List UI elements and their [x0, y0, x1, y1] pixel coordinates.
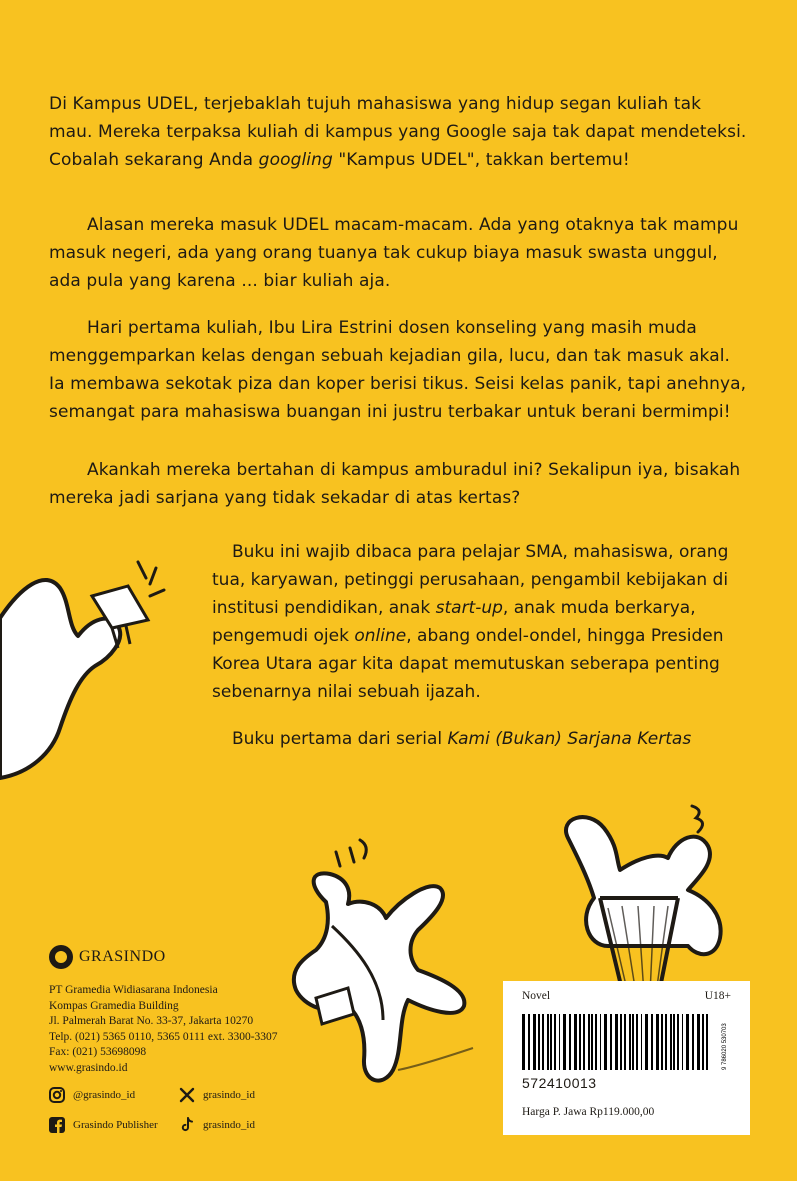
publisher-building: Kompas Gramedia Building	[49, 999, 179, 1012]
barcode-bar	[624, 1014, 626, 1070]
waving-figure-illustration	[0, 548, 180, 788]
isbn-side-text: 9 786020 530703	[722, 1023, 728, 1070]
facebook-link[interactable]	[49, 1117, 158, 1133]
instagram-link[interactable]	[49, 1087, 135, 1103]
barcode-bar	[706, 1014, 708, 1070]
barcode-bar	[542, 1014, 544, 1070]
blurb-paragraph-4-wrap	[49, 456, 749, 512]
back-cover-blurb	[49, 90, 749, 174]
series-line: Buku pertama dari serial Kami (Bukan) Sarjana Kertas	[232, 729, 692, 749]
price-label: Harga P. Jawa Rp119.000,00	[522, 1106, 655, 1118]
barcode-bar	[538, 1014, 540, 1070]
barcode-bar	[550, 1014, 552, 1070]
barcode-bar	[702, 1014, 704, 1070]
barcode-bar	[651, 1014, 653, 1070]
tiktok-link[interactable]	[179, 1117, 255, 1133]
age-rating: U18+	[704, 990, 731, 1002]
barcode-bar	[528, 1014, 530, 1070]
publisher-info	[49, 945, 278, 1076]
barcode-bar	[615, 1014, 618, 1070]
barcode-bar	[673, 1014, 675, 1070]
barcode-bar	[522, 1014, 525, 1070]
blurb-paragraph-4: Akankah mereka bertahan di kampus amburadul ini? Sekalipun iya, bisakah mereka jadi sarjana yang tidak sekadar di atas kertas?	[49, 460, 741, 508]
book-category: Novel	[522, 990, 551, 1002]
barcode-bar	[547, 1014, 549, 1070]
barcode-bar	[692, 1014, 694, 1070]
tiktok-handle: grasindo_id	[203, 1119, 255, 1131]
barcode-bar	[697, 1014, 700, 1070]
barcode-bar	[632, 1014, 634, 1070]
grasindo-logo-icon	[49, 945, 73, 969]
barcode-bar	[682, 1014, 683, 1070]
barcode-bar	[563, 1014, 566, 1070]
barcode-bar	[574, 1014, 577, 1070]
blurb-paragraph-1: Di Kampus UDEL, terjebaklah tujuh mahasiswa yang hidup segan kuliah tak mau. Mereka terpaksa kuliah di kampus yang Google saja tak dapat mendeteksi. Cobalah sekarang Anda googling "Kampus UDEL", takkan bertemu!	[49, 94, 747, 170]
publisher-phone: Telp. (021) 5365 0110, 5365 0111 ext. 3300-3307	[49, 1030, 278, 1043]
publisher-address	[49, 983, 278, 1076]
facebook-handle: Grasindo Publisher	[73, 1119, 158, 1131]
tiktok-icon	[179, 1117, 195, 1133]
barcode-bars	[522, 1014, 708, 1070]
barcode-bar	[533, 1014, 536, 1070]
barcode-bar	[670, 1014, 672, 1070]
barcode-bar	[677, 1014, 679, 1070]
barcode-bar	[583, 1014, 585, 1070]
barcode-panel	[503, 981, 750, 1135]
barcode-bar	[559, 1014, 560, 1070]
walking-figure-illustration	[268, 830, 488, 1090]
barcode-bar	[610, 1014, 612, 1070]
x-icon	[179, 1087, 195, 1103]
barcode-bar	[665, 1014, 667, 1070]
blurb-paragraph-3-wrap	[49, 314, 749, 426]
barcode-bar	[636, 1014, 638, 1070]
blurb-paragraph-5: Buku ini wajib dibaca para pelajar SMA, mahasiswa, orang tua, karyawan, petinggi perusahaan, pengambil kebijakan di institusi pendidikan, anak start-up, anak muda berkarya, pengemudi ojek online, abang ondel-ondel, hingga Presiden Korea Utara agar kita dapat memutuskan seberapa penting sebenarnya nilai sebuah ijazah.	[212, 542, 729, 702]
barcode-bar	[600, 1014, 601, 1070]
barcode-number: 572410013	[522, 1075, 597, 1091]
barcode-bar	[569, 1014, 571, 1070]
publisher-website[interactable]: www.grasindo.id	[49, 1061, 128, 1074]
barcode-bar	[686, 1014, 689, 1070]
barcode-bar	[591, 1014, 593, 1070]
publisher-street: Jl. Palmerah Barat No. 33-37, Jakarta 10270	[49, 1015, 254, 1027]
blurb-paragraph-2: Alasan mereka masuk UDEL macam-macam. Ada yang otaknya tak mampu masuk negeri, ada yang orang tuanya tak cukup biaya masuk swasta unggul, ada pula yang karena ... biar kuliah aja.	[49, 215, 739, 291]
x-link[interactable]	[179, 1087, 255, 1103]
barcode-bar	[604, 1014, 607, 1070]
barcode-bar	[641, 1014, 642, 1070]
barcode-bar	[579, 1014, 581, 1070]
publisher-fax: Fax: (021) 53698098	[49, 1046, 147, 1058]
barcode-bar	[620, 1014, 622, 1070]
barcode-bar	[554, 1014, 556, 1070]
barcode-bar	[629, 1014, 631, 1070]
blurb-paragraph-2-wrap	[49, 211, 749, 295]
barcode-bar	[661, 1014, 663, 1070]
publisher-name: PT Gramedia Widiasarana Indonesia	[49, 984, 218, 996]
grasindo-logo-text: GRASINDO	[79, 948, 166, 966]
barcode-bar	[656, 1014, 659, 1070]
facebook-icon	[49, 1117, 65, 1133]
instagram-handle: @grasindo_id	[73, 1089, 136, 1101]
barcode-header	[522, 990, 731, 1002]
instagram-icon	[49, 1087, 65, 1103]
blurb-paragraph-5-wrap	[212, 538, 749, 706]
x-handle: grasindo_id	[203, 1089, 255, 1101]
barcode-bar	[645, 1014, 648, 1070]
blurb-paragraph-3: Hari pertama kuliah, Ibu Lira Estrini dosen konseling yang masih muda menggemparkan kelas dengan sebuah kejadian gila, lucu, dan tak masuk akal. Ia membawa sekotak piza dan koper berisi tikus. Seisi kelas panik, tapi anehnya, semangat para mahasiswa buangan ini justru terbakar untuk berani bermimpi!	[49, 318, 747, 422]
isbn-barcode-side	[716, 1014, 730, 1070]
grasindo-logo	[49, 945, 278, 969]
barcode-bar	[595, 1014, 597, 1070]
figure-in-bin-illustration	[548, 798, 768, 998]
barcode-bar	[588, 1014, 590, 1070]
